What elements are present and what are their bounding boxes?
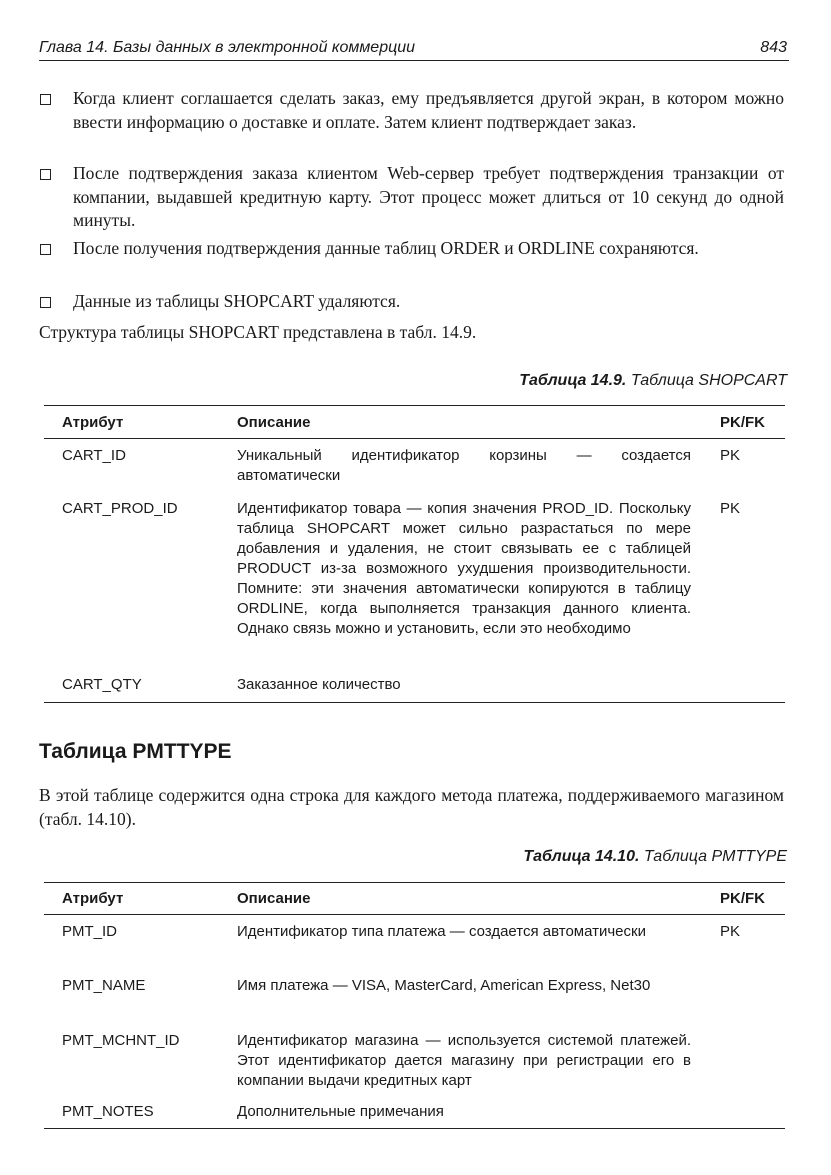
header-pkfk: PK/FK — [720, 414, 765, 431]
cell-attribute: PMT_NAME — [62, 977, 146, 994]
bullet-item — [39, 237, 784, 261]
table-caption-14-9 — [519, 372, 787, 390]
chapter-title: Глава 14. Базы данных в электронной коммерции — [39, 39, 416, 56]
cell-description: Дополнительные примечания — [237, 1103, 444, 1120]
cell-attribute: PMT_MCHNT_ID — [62, 1032, 180, 1049]
cell-pkfk: PK — [720, 447, 741, 464]
checkbox-bullet-icon — [40, 297, 51, 308]
table-bottom-rule — [44, 702, 785, 703]
header-description: Описание — [237, 414, 311, 431]
section-heading: Таблица PMTTYPE — [39, 740, 232, 763]
bullet-item — [39, 87, 784, 134]
bullet-item — [39, 162, 784, 233]
caption-number: Таблица 14.9. — [519, 372, 627, 389]
cell-attribute: CART_QTY — [62, 676, 142, 693]
cell-attribute: CART_PROD_ID — [62, 500, 178, 517]
paragraph-shopcart-intro: Структура таблицы SHOPCART представлена в табл. 14.9. — [39, 322, 477, 342]
table-top-rule — [44, 882, 785, 883]
table-shopcart — [44, 405, 785, 705]
page-number: 843 — [760, 39, 787, 56]
cell-description: Идентификатор товара — копия значения PROD_ID. Поскольку таблица SHOPCART может сильно разрастаться по мере добавления и удаления, не стоит связывать ее с таблицей PRODUCT из-за возможного ухудшения производительности. Помните: эти значения автоматически копируются в таблицу ORDLINE, когда выполняется транзакция данного клиента. Однако связь можно и установить, если это необходимо — [237, 500, 691, 637]
cell-description: Уникальный идентификатор корзины — создается автоматически — [237, 447, 691, 484]
checkbox-bullet-icon — [40, 244, 51, 255]
checkbox-bullet-icon — [40, 94, 51, 105]
cell-attribute: PMT_NOTES — [62, 1103, 154, 1120]
cell-attribute: PMT_ID — [62, 923, 118, 940]
table-top-rule — [44, 405, 785, 406]
paragraph-pmttype-intro: В этой таблице содержится одна строка для каждого метода платежа, поддерживаемого магазином (табл. 14.10). — [39, 785, 784, 829]
header-attribute: Атрибут — [62, 890, 124, 907]
caption-number: Таблица 14.10. — [523, 848, 640, 865]
header-pkfk: PK/FK — [720, 890, 765, 907]
table-header-rule — [44, 438, 785, 439]
cell-description: Идентификатор типа платежа — создается автоматически — [237, 923, 646, 940]
cell-attribute: CART_ID — [62, 447, 126, 464]
cell-description: Идентификатор магазина — используется системой платежей. Этот идентификатор дается магазину при регистрации его в компании выдачи кредитных карт — [237, 1032, 691, 1089]
caption-title: Таблица PMTTYPE — [643, 848, 787, 865]
header-description: Описание — [237, 890, 311, 907]
running-head — [39, 38, 789, 61]
table-header-rule — [44, 914, 785, 915]
bullet-text: После подтверждения заказа клиентом Web-сервер требует подтверждения транзакции от компании, выдавшей кредитную карту. Этот процесс может длиться от 10 секунд до одной минуты. — [73, 163, 784, 230]
cell-description: Заказанное количество — [237, 676, 401, 693]
header-attribute: Атрибут — [62, 414, 124, 431]
bullet-text: После получения подтверждения данные таблиц ORDER и ORDLINE сохраняются. — [73, 238, 699, 258]
cell-pkfk: PK — [720, 500, 741, 517]
bullet-text: Когда клиент соглашается сделать заказ, ему предъявляется другой экран, в котором можно ввести информацию о доставке и оплате. Затем клиент подтверждает заказ. — [73, 88, 784, 132]
bullet-item — [39, 290, 784, 314]
table-caption-14-10 — [523, 848, 787, 866]
checkbox-bullet-icon — [40, 169, 51, 180]
caption-title: Таблица SHOPCART — [630, 372, 787, 389]
table-bottom-rule — [44, 1128, 785, 1129]
table-pmttype — [44, 882, 785, 1130]
cell-description: Имя платежа — VISA, MasterCard, American Express, Net30 — [237, 977, 651, 994]
cell-pkfk: PK — [720, 923, 741, 940]
bullet-text: Данные из таблицы SHOPCART удаляются. — [73, 291, 401, 311]
